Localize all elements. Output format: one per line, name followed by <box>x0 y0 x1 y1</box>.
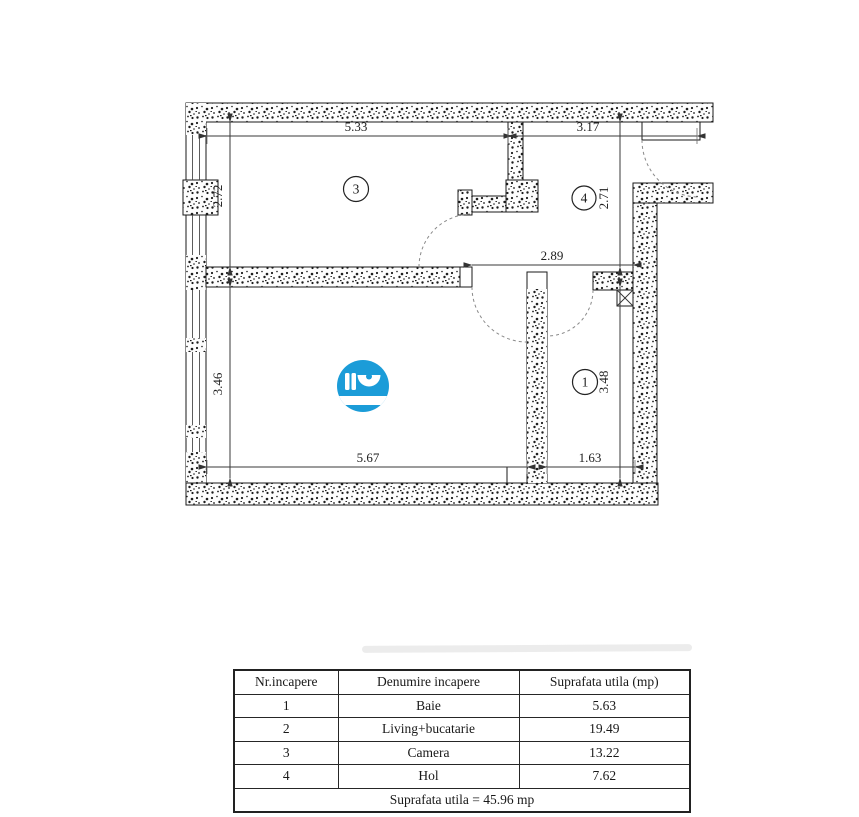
room-number-cell: 4 <box>234 765 338 789</box>
bottom-exterior-wall <box>186 483 658 505</box>
walls <box>183 103 713 505</box>
room-number-cell: 2 <box>234 718 338 742</box>
shaft-symbol <box>617 290 633 306</box>
dim-hol-height: 2.71 <box>596 186 611 210</box>
scan-artifact <box>362 644 692 653</box>
room-area-cell: 13.22 <box>519 741 690 765</box>
table-row <box>234 718 690 742</box>
room-number-cell: 3 <box>234 741 338 765</box>
dim-living-height: 3.46 <box>210 372 225 396</box>
door-arc-living <box>472 287 527 342</box>
door-jamb-bar <box>472 196 506 212</box>
door-arc-bath <box>547 290 593 336</box>
room-name-cell: Baie <box>338 694 519 718</box>
dim-camera-width: 5.33 <box>344 119 368 134</box>
logo-band <box>336 396 390 405</box>
top-exterior-wall <box>186 103 713 122</box>
agency-logo-watermark <box>336 360 390 412</box>
room-number-bath: 1 <box>581 374 589 390</box>
table-footer-total: Suprafata utila = 45.96 mp <box>234 788 690 812</box>
table-footer-row <box>234 788 690 812</box>
room-area-cell: 19.49 <box>519 718 690 742</box>
col-header-room-area: Suprafata utila (mp) <box>519 670 690 694</box>
divider-wall <box>508 122 523 180</box>
room-area-cell: 7.62 <box>519 765 690 789</box>
dim-hol-width: 3.17 <box>576 119 600 134</box>
room-number-cell: 1 <box>234 694 338 718</box>
door-arc-camera <box>419 214 472 267</box>
left-exterior-wall <box>186 103 206 505</box>
col-header-room-name: Denumire incapere <box>338 670 519 694</box>
dim-hall-inner-width: 2.89 <box>540 248 564 263</box>
table-row <box>234 694 690 718</box>
dim-bath-height: 3.48 <box>596 370 611 394</box>
dim-bath-width: 1.63 <box>578 450 602 465</box>
divider-wall-block <box>506 180 538 212</box>
right-exterior-wall <box>633 203 657 483</box>
entrance-door-leaf <box>642 122 700 140</box>
middle-wall-cap <box>460 267 472 287</box>
room-name-cell: Hol <box>338 765 519 789</box>
room-name-cell: Camera <box>338 741 519 765</box>
middle-wall <box>206 267 460 287</box>
room-number-camera: 3 <box>352 181 360 197</box>
table-row <box>234 765 690 789</box>
door-jamb-stub <box>458 190 472 215</box>
room-name-cell: Living+bucatarie <box>338 718 519 742</box>
room-area-cell: 5.63 <box>519 694 690 718</box>
middle-wall-right-piece <box>593 272 633 290</box>
room-areas-table <box>233 669 691 813</box>
col-header-room-number: Nr.incapere <box>234 670 338 694</box>
dim-camera-height: 2.72 <box>210 184 225 208</box>
table-header-row <box>234 670 690 694</box>
room-number-hol: 4 <box>580 190 588 206</box>
table-row <box>234 741 690 765</box>
bottom-wall-step <box>507 467 527 483</box>
dim-living-width: 5.67 <box>356 450 380 465</box>
right-wall-step <box>633 183 713 203</box>
